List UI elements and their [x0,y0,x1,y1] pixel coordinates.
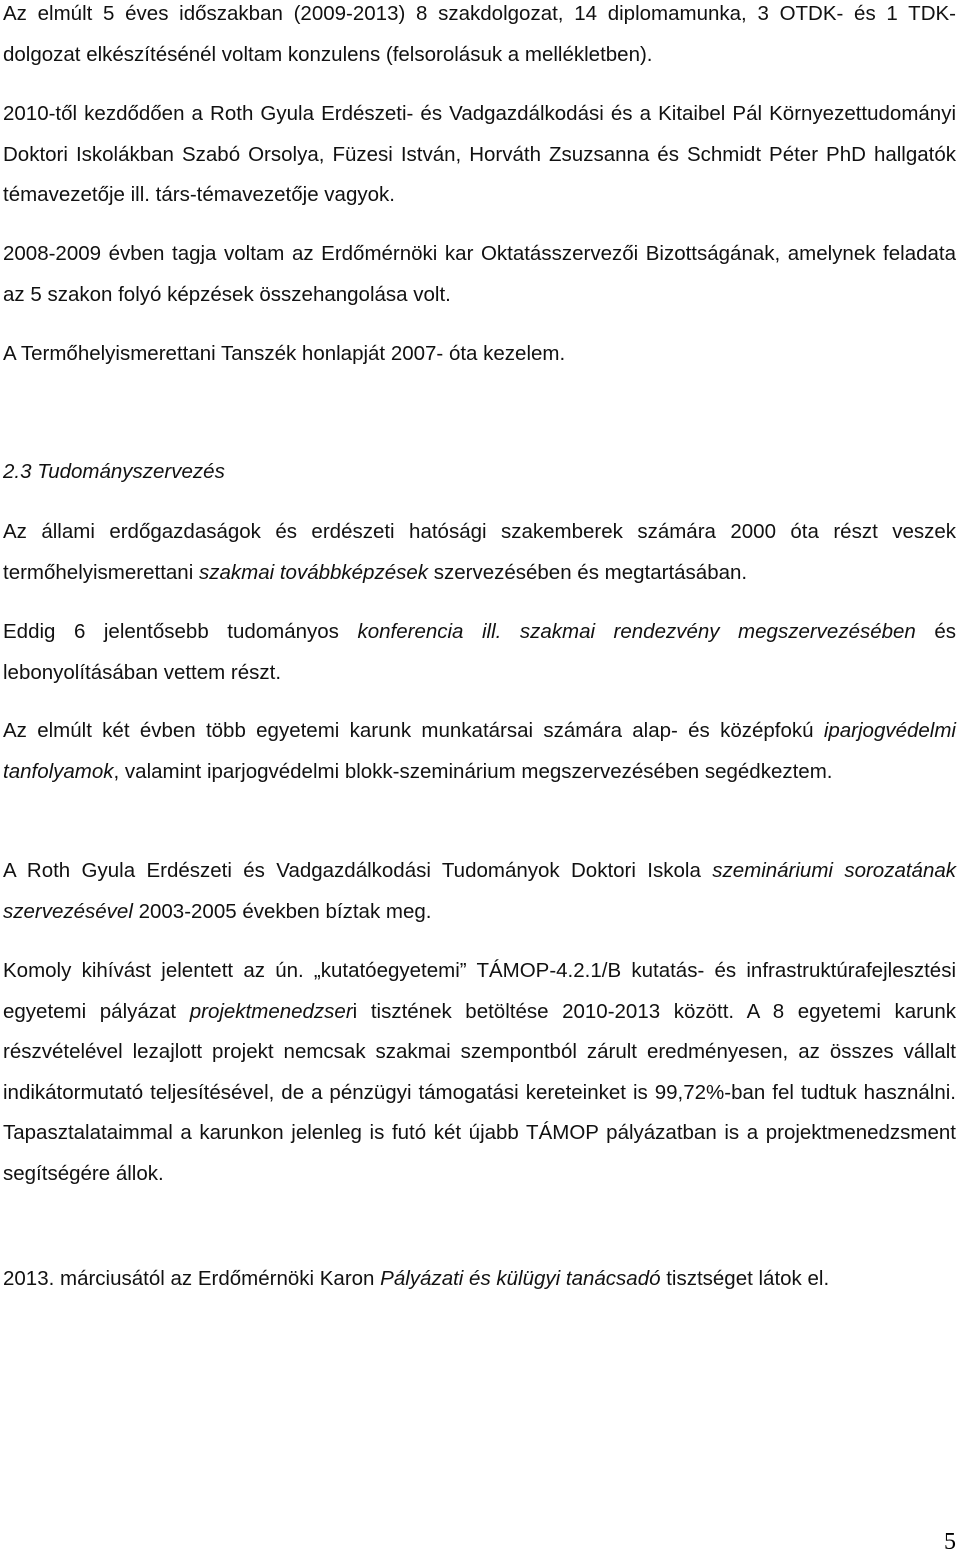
emphasis-run: Pályázati és külügyi tanácsadó [380,1267,661,1290]
text-run: , valamint iparjogvédelmi blokk-szeminárium megszervezésében segédkeztem. [113,759,833,783]
paragraph-ip-courses [3,711,956,792]
section-title: Tudományszervezés [37,460,225,483]
paragraph-committee-membership: 2008-2009 évben tagja voltam az Erdőmérnöki kar Oktatásszervezői Bizottságának, amelynek feladata az 5 szakon folyó képzések összehangolása volt. [3,242,956,306]
emphasis-run: szemináriumi sorozatának szervezésével [3,859,957,923]
text-run: Az elmúlt két évben több egyetemi karunk munkatársai számára alap- és középfokú [3,719,824,742]
text-run: 2003-2005 években bíztak meg. [132,899,432,923]
emphasis-run: projektmenedzser [189,999,353,1023]
section-heading [3,452,956,493]
text-run: szervezésében és megtartásában. [428,560,748,584]
text-run: i tisztének betöltése 2010-2013 között. A 8 egyetemi karunk részvételével lezajlott projekt nemcsak szakmai szempontból zárult eredményesen, az összes vállalt indikátormutató teljesítésével, de a pénzügyi támogatási kereteinket is 99,72%-ban fel tudtuk használni. Tapasztalataimmal a karunkon jelenleg is futó két újabb TÁMOP pályázatban is a projektmenedzsment segítségére állok. [3,999,956,1185]
paragraph-supervision: Az elmúlt 5 éves időszakban (2009-2013) 8 szakdolgozat, 14 diplomamunka, 3 OTDK- és 1 TDK-dolgozat elkészítésénél voltam konzulens (felsorolásuk a mellékletben). [3,2,956,66]
document-page [3,0,956,1561]
text-run: Az állami erdőgazdaságok és erdészeti hatósági szakemberek számára 2000 óta részt veszek termőhelyismerettani [3,520,956,584]
page-number: 5 [944,1529,956,1555]
paragraph-department-website: A Termőhelyismerettani Tanszék honlapját 2007- óta kezelem. [3,342,566,365]
paragraph-further-training [3,512,956,593]
text-run: 2013. márciusától az Erdőmérnöki Karon [3,1267,381,1290]
paragraph-conferences [3,612,956,693]
text-run: tisztséget látok el. [660,1267,830,1290]
paragraph-project-management [3,951,956,1194]
paragraph-seminar-series [3,851,956,932]
emphasis-run: konferencia ill. szakmai rendezvény megszervezésében [357,620,916,643]
section-number: 2.3 [3,460,32,483]
text-run: A Roth Gyula Erdészeti és Vadgazdálkodási Tudományok Doktori Iskola [3,859,713,882]
emphasis-run: szakmai továbbképzések [198,560,429,584]
paragraph-advisor-role [3,1259,956,1300]
text-run: és lebonyolításában vettem részt. [3,620,956,684]
text-run: Eddig 6 jelentősebb tudományos [3,620,358,643]
paragraph-doctoral-supervisor: 2010-től kezdődően a Roth Gyula Erdészeti- és Vadgazdálkodási és a Kitaibel Pál Környezettudományi Doktori Iskolákban Szabó Orsolya, Füzesi István, Horváth Zsuzsanna és Schmidt Péter PhD hallgatók témavezetője ill. társ-témavezetője vagyok. [3,102,956,206]
emphasis-run: iparjogvédelmi tanfolyamok [3,719,956,783]
text-run: Komoly kihívást jelentett az ún. „kutatóegyetemi” TÁMOP-4.2.1/B kutatás- és infrastruktúrafejlesztési egyetemi pályázat [3,959,956,1023]
